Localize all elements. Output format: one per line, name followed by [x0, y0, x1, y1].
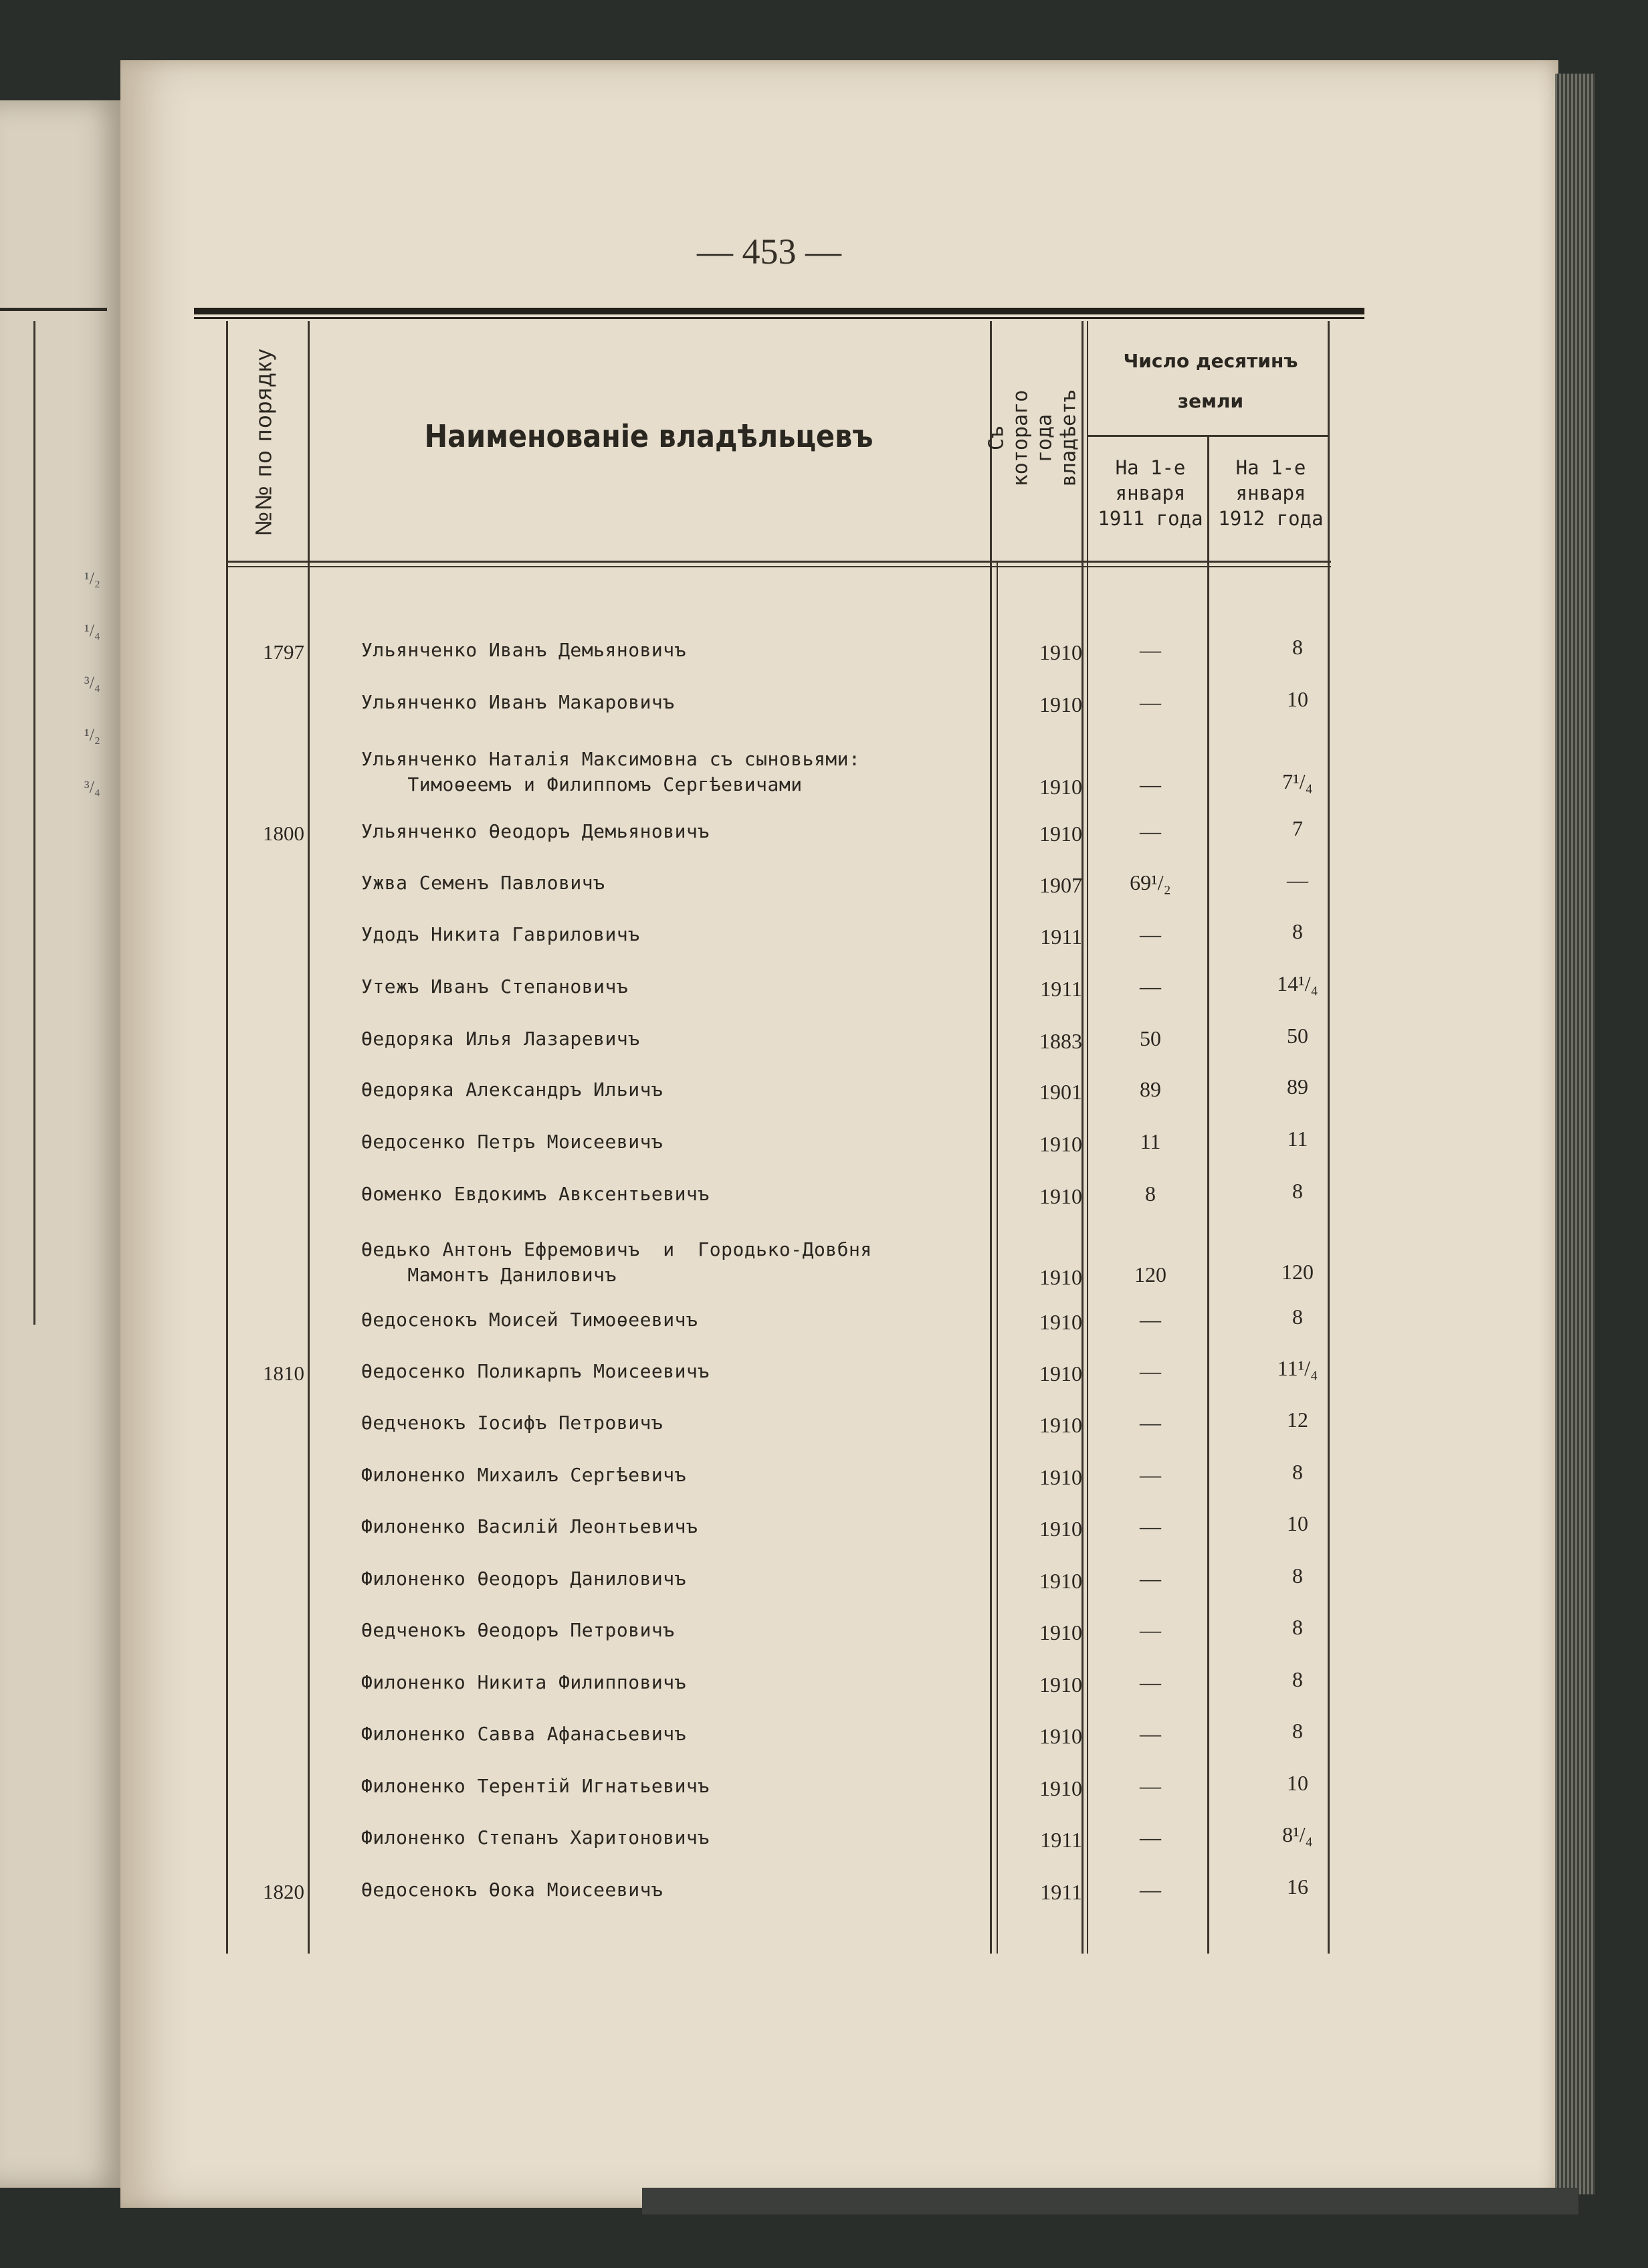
land-1911-value: —	[1140, 819, 1161, 843]
page-number: — 453 —	[697, 231, 841, 272]
left-page-fraction: ¹/₂	[84, 569, 100, 588]
land-1912-value: 8	[1292, 919, 1303, 943]
scanner-strip	[642, 2188, 1578, 2214]
year-value: 1910	[1039, 1724, 1082, 1748]
owner-name: Ульянченко Иванъ Макаровичъ	[361, 691, 675, 713]
land-1911-value: 69¹/₂	[1130, 870, 1171, 894]
table-top-rule-thin	[194, 317, 1364, 319]
land-1912-value: 7	[1292, 816, 1303, 840]
land-1912-value: 14¹/₄	[1277, 971, 1318, 996]
year-value: 1911	[1040, 977, 1082, 1001]
owner-name: Ульянченко Наталія Максимовна съ сыновьями: Тимоѳеемъ и Филиппомъ Сергѣевичами	[361, 748, 861, 795]
year-value: 1911	[1040, 1880, 1082, 1904]
owner-name: Ѳедченокъ Ѳеодоръ Петровичъ	[361, 1619, 675, 1641]
land-1911-value: 8	[1145, 1182, 1156, 1206]
owner-name: Ѳедько Антонъ Ефремовичъ и Городько-Довбня Мамонтъ Даниловичъ	[361, 1238, 872, 1286]
page-edges	[1555, 74, 1595, 2194]
year-value: 1910	[1039, 640, 1082, 664]
land-1911-value: 89	[1140, 1077, 1161, 1101]
year-value: 1911	[1040, 925, 1082, 949]
owner-name: Филоненко Михаилъ Сергѣевичъ	[361, 1464, 687, 1486]
land-1911-value: —	[1140, 1774, 1161, 1798]
land-1912-value: 8	[1292, 1460, 1303, 1484]
header-number-label: №№ по порядку	[251, 347, 277, 536]
header-number	[221, 328, 308, 555]
land-1912-value: 8	[1292, 1667, 1303, 1691]
year-value: 1910	[1039, 822, 1082, 846]
left-page-fraction: ¹/₂	[84, 725, 100, 745]
left-page-rule	[0, 308, 107, 311]
left-page-fraction: ³/₄	[84, 777, 100, 797]
land-1912-value: 89	[1287, 1074, 1308, 1099]
owner-name: Удодъ Никита Гавриловичъ	[361, 923, 640, 945]
land-1912-value: 8	[1292, 1305, 1303, 1329]
owner-name: Филоненко Никита Филипповичъ	[361, 1671, 687, 1693]
land-1911-value: —	[1140, 1877, 1161, 1901]
owner-name: Ужва Семенъ Павловичъ	[361, 872, 605, 894]
land-1911-value: —	[1140, 922, 1161, 946]
left-page-column-line	[33, 321, 35, 1325]
year-value: 1910	[1039, 1132, 1082, 1156]
owner-name: Ѳедосенко Поликарпъ Моисеевичъ	[361, 1360, 710, 1382]
land-1912-value: 50	[1287, 1024, 1308, 1048]
land-1911-value: 120	[1134, 1262, 1166, 1287]
land-1911-value: —	[1140, 1307, 1161, 1331]
owner-name: Филоненко Василій Леонтьевичъ	[361, 1515, 698, 1537]
year-value: 1910	[1039, 1776, 1082, 1800]
land-1911-value: —	[1140, 690, 1161, 714]
land-1912-value: 7¹/₄	[1282, 769, 1313, 793]
land-1912-value: 12	[1287, 1408, 1308, 1432]
land-1911-value: —	[1140, 974, 1161, 998]
row-number: 1810	[263, 1361, 304, 1385]
land-1912-value: 8¹/₄	[1282, 1822, 1313, 1847]
land-1912-value: 10	[1287, 687, 1308, 711]
row-number: 1800	[263, 822, 304, 845]
left-page-fragment	[0, 100, 127, 2188]
year-value: 1910	[1039, 1310, 1082, 1334]
year-value: 1911	[1040, 1828, 1082, 1852]
year-value: 1910	[1039, 1465, 1082, 1489]
year-value: 1910	[1039, 692, 1082, 717]
owner-name: Ѳедосенко Петръ Моисеевичъ	[361, 1131, 663, 1153]
owner-name: Ѳедченокъ Іосифъ Петровичъ	[361, 1412, 663, 1434]
land-1911-value: —	[1140, 1566, 1161, 1590]
land-1911-value: —	[1140, 772, 1161, 796]
land-1911-value: —	[1140, 1514, 1161, 1538]
year-value: 1910	[1039, 1569, 1082, 1593]
land-1912-value: 8	[1292, 1179, 1303, 1203]
land-1911-value: —	[1140, 1410, 1161, 1434]
year-value: 1910	[1039, 1413, 1082, 1437]
land-1911-value: 50	[1140, 1026, 1161, 1050]
land-1912-value: 8	[1292, 1719, 1303, 1743]
land-1911-value: —	[1140, 1462, 1161, 1487]
year-value: 1910	[1039, 1184, 1082, 1208]
land-group-underline	[1088, 435, 1328, 437]
header-1911: На 1-е января 1911 года	[1098, 456, 1203, 530]
owner-name: Филоненко Степанъ Харитоновичъ	[361, 1826, 710, 1849]
land-1912-value: 10	[1287, 1511, 1308, 1535]
land-1911-value: —	[1140, 1721, 1161, 1745]
owner-name: Филоненко Савва Афанасьевичъ	[361, 1723, 687, 1745]
left-page-fractions	[84, 562, 100, 823]
land-1912-value: 8	[1292, 635, 1303, 659]
land-1912-value: 11	[1287, 1127, 1308, 1151]
year-value: 1901	[1039, 1080, 1082, 1104]
owner-name: Ѳедосенокъ Моисей Тимоѳеевичъ	[361, 1309, 698, 1331]
owner-name: Ѳедоряка Илья Лазаревичъ	[361, 1028, 640, 1050]
land-1911-value: 11	[1140, 1129, 1161, 1153]
year-value: 1910	[1039, 1620, 1082, 1644]
land-1911-value: —	[1140, 1670, 1161, 1694]
land-1912-value: 8	[1292, 1564, 1303, 1588]
header-land-group: Число десятинъ земли	[1123, 350, 1298, 412]
row-number: 1797	[263, 640, 304, 664]
land-1911-value: —	[1140, 638, 1161, 662]
table-top-rule	[194, 308, 1364, 314]
owner-name: Ѳоменко Евдокимъ Авксентьевичъ	[361, 1183, 710, 1205]
year-value: 1907	[1039, 873, 1082, 897]
land-1912-value: 11¹/₄	[1277, 1356, 1318, 1380]
owner-name: Ѳедоряка Александръ Ильичъ	[361, 1078, 663, 1101]
land-1911-value: —	[1140, 1359, 1161, 1383]
year-value: 1910	[1039, 775, 1082, 799]
left-page-fraction: ¹/₄	[84, 621, 100, 640]
header-owner-name: Наименованіе владѣльцевъ	[424, 418, 873, 454]
land-1911-value: —	[1140, 1825, 1161, 1849]
header-bottom-rule-thin	[227, 566, 1331, 567]
year-value: 1910	[1039, 1361, 1082, 1386]
owner-name: Утежъ Иванъ Степановичъ	[361, 975, 629, 998]
left-page-fraction: ³/₄	[84, 673, 100, 692]
owner-name: Филоненко Терентій Игнатьевичъ	[361, 1775, 710, 1797]
header-bottom-rule	[227, 561, 1331, 563]
owner-name: Ульянченко Ѳеодоръ Демьяновичъ	[361, 820, 710, 842]
header-1912: На 1-е января 1912 года	[1218, 456, 1324, 530]
year-value: 1910	[1039, 1673, 1082, 1697]
land-1912-value: —	[1287, 868, 1308, 892]
land-1912-value: 16	[1287, 1875, 1308, 1899]
owner-name: Ульянченко Иванъ Демьяновичъ	[361, 639, 687, 661]
land-1912-value: 10	[1287, 1771, 1308, 1795]
owner-name: Филоненко Ѳеодоръ Даниловичъ	[361, 1568, 687, 1590]
year-value: 1910	[1039, 1517, 1082, 1541]
owner-name: Ѳедосенокъ Ѳока Моисеевичъ	[361, 1879, 663, 1901]
header-year	[985, 321, 1081, 555]
land-1911-value: —	[1140, 1618, 1161, 1642]
header-year-label: Съ котораго года владѣетъ	[985, 389, 1081, 487]
year-value: 1910	[1039, 1265, 1082, 1289]
year-value: 1883	[1039, 1029, 1082, 1053]
name-column-divider-double	[997, 562, 998, 1954]
row-number: 1820	[263, 1880, 304, 1903]
land-1912-value: 8	[1292, 1615, 1303, 1639]
land-1912-value: 120	[1281, 1260, 1314, 1284]
